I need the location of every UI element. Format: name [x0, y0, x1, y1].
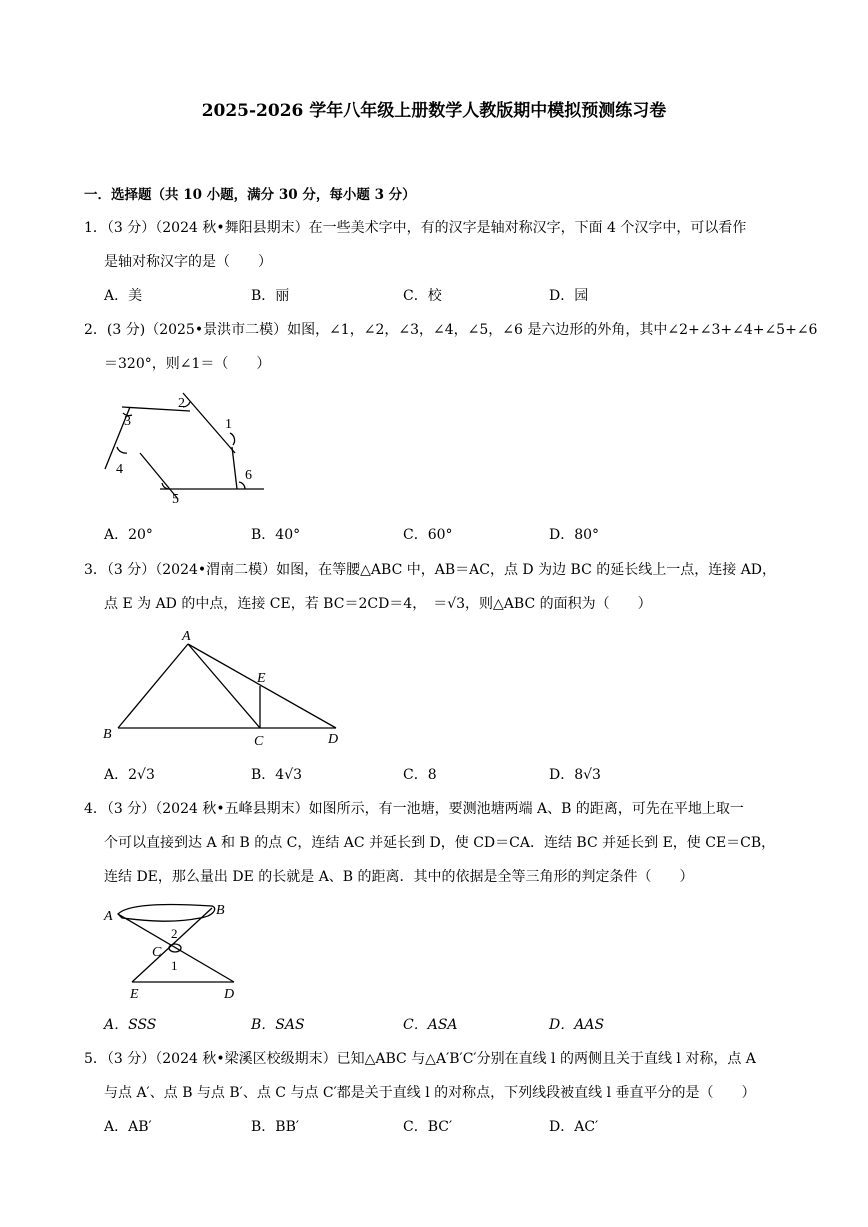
pond-label-e: E: [130, 987, 139, 1002]
option-a: A．SSS: [104, 1017, 157, 1033]
point-label-a: A: [182, 629, 191, 644]
question-1-line-2: 是轴对称汉字的是（ ）: [104, 254, 272, 270]
angle-label-1: 1: [225, 417, 232, 432]
option-a: A．2√3: [104, 767, 155, 783]
point-label-b: B: [103, 727, 112, 742]
pond-label-b: B: [216, 903, 225, 918]
option-b: B．4√3: [251, 767, 303, 783]
option-b: B．丽: [251, 288, 290, 304]
option-a: A．AB′: [104, 1119, 152, 1135]
angle-label-6: 6: [245, 468, 252, 483]
option-c: C．60°: [403, 527, 453, 543]
pond-angle-2: 2: [171, 926, 178, 941]
pond-label-c: C: [152, 945, 162, 960]
question-2-line-2: ＝320°，则∠1＝（ ）: [104, 356, 271, 372]
option-d: D．AC′: [549, 1119, 599, 1135]
pond-label-d: D: [224, 987, 235, 1002]
question-2-line-1: 2．(3 分)（2025•景洪市二模）如图，∠1，∠2，∠3，∠4，∠5，∠6 是六边形的外角，其中∠2+∠3+∠4+∠5+∠6: [84, 322, 818, 338]
pond-figure: [100, 898, 250, 1008]
triangle-abc-figure: [98, 624, 348, 749]
question-4-line-1: 4．（3 分）（2024 秋•五峰县期末）如图所示，有一池塘，要测池塘两端 A、B 的距离，可先在平地上取一: [84, 801, 744, 817]
option-c: C．8: [403, 767, 437, 783]
option-b: B．BB′: [251, 1119, 300, 1135]
option-d: D．8√3: [549, 767, 601, 783]
angle-label-3: 3: [124, 414, 131, 429]
angle-label-4: 4: [116, 462, 123, 477]
option-c: C．BC′: [403, 1119, 453, 1135]
question-3-line-2: 点 E 为 AD 的中点，连接 CE，若 BC＝2CD＝4， ＝√3，则△ABC 的面积为（ ）: [104, 596, 652, 612]
hexagon-figure: [100, 385, 270, 510]
question-4-line-3: 连结 DE，那么量出 DE 的长就是 A、B 的距离．其中的依据是全等三角形的判定条件（ ）: [104, 869, 694, 885]
pond-label-a: A: [104, 909, 113, 924]
question-4-line-2: 个可以直接到达 A 和 B 的点 C，连结 AC 并延长到 D，使 CD＝CA．连结 BC 并延长到 E，使 CE＝CB，: [104, 835, 776, 851]
option-b: B．40°: [251, 527, 301, 543]
angle-label-5: 5: [172, 492, 179, 507]
option-c: C．ASA: [403, 1017, 458, 1033]
point-label-d: D: [328, 732, 339, 747]
option-a: A．美: [104, 288, 143, 304]
question-1-line-1: 1．（3 分）（2024 秋•舞阳县期末）在一些美术字中，有的汉字是轴对称汉字，下面 4 个汉字中，可以看作: [84, 220, 747, 236]
point-label-e: E: [257, 671, 266, 686]
option-d: D．AAS: [549, 1017, 605, 1033]
point-label-c: C: [254, 734, 264, 749]
option-a: A．20°: [104, 527, 153, 543]
pond-angle-1: 1: [171, 958, 178, 973]
angle-label-2: 2: [178, 396, 185, 411]
section-heading: 一．选择题（共 10 小题，满分 30 分，每小题 3 分）: [84, 187, 416, 203]
page-title: 2025-2026 学年八年级上册数学人教版期中模拟预测练习卷: [201, 101, 667, 121]
question-3-line-1: 3．（3 分）（2024•渭南二模）如图，在等腰△ABC 中，AB＝AC，点 D 为边 BC 的延长线上一点，连接 AD，: [84, 562, 777, 578]
option-d: D．园: [549, 288, 589, 304]
question-5-line-1: 5．（3 分）（2024 秋•梁溪区校级期末）已知△ABC 与△A′B′C′分别在直线 l 的两侧且关于直线 l 对称，点 A: [84, 1051, 756, 1067]
question-5-line-2: 与点 A′、点 B 与点 B′、点 C 与点 C′都是关于直线 l 的对称点，下列线段被直线 l 垂直平分的是（ ）: [104, 1085, 756, 1101]
option-d: D．80°: [549, 527, 600, 543]
option-c: C．校: [403, 288, 442, 304]
option-b: B．SAS: [251, 1017, 305, 1033]
